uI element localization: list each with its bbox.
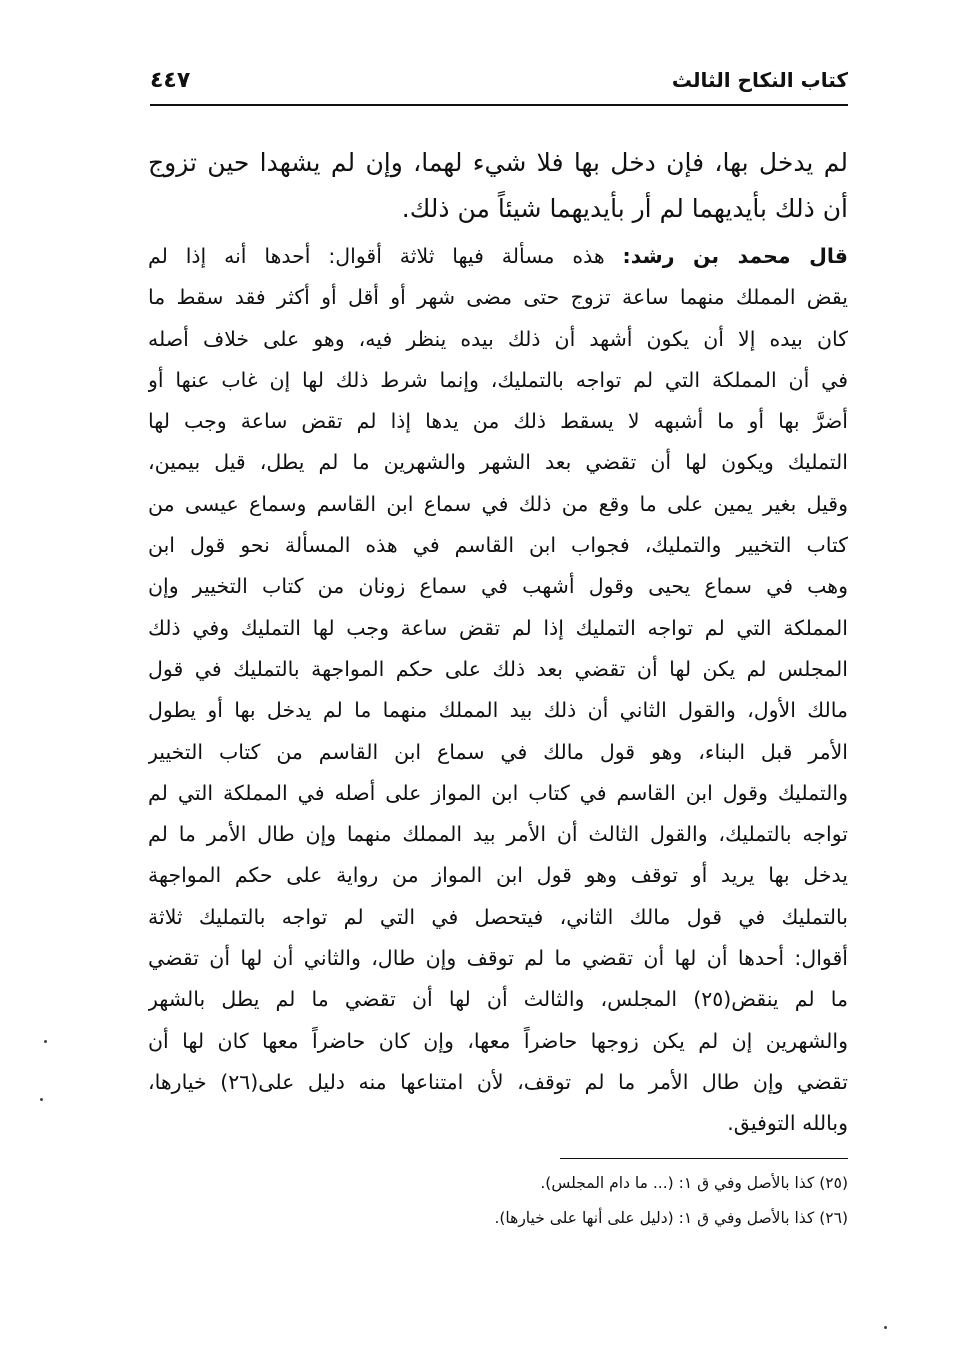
text-line: مالك الأول، والقول الثاني أن ذلك بيد المملك منهما ما لم يدخل بها أو يطول [148, 698, 848, 723]
text-line [148, 236, 848, 277]
paragraph-commentary [148, 236, 848, 1145]
text-line: لم يدخل بها، فإن دخل بها فلا شيء لهما، وإن لم يشهدا حين تزوج [148, 148, 848, 177]
footnotes [300, 1166, 848, 1236]
text-line: بالتمليك في قول مالك الثاني، فيتحصل في التي لم تواجه بالتمليك ثلاثة [148, 904, 848, 929]
footnote: (٢٦) كذا بالأصل وفي ق ١: (دليل على أنها على خيارها). [494, 1209, 848, 1227]
text-line: ما لم ينقض(٢٥) المجلس، والثالث أن لها أن تقضي ما لم يطل بالشهر [148, 987, 848, 1012]
text-line: تواجه بالتمليك، والقول الثالث أن الأمر بيد المملك منهما وإن طال الأمر ما لم [148, 822, 848, 847]
text-line: يقض المملك منهما ساعة تزوج حتى مضى شهر أو أقل أو أكثر فقد سقط ما [148, 285, 848, 310]
header-rule [150, 104, 848, 106]
page-number: ٤٤٧ [150, 68, 191, 93]
text-line: المملكة التي لم تواجه التمليك إذا لم تقض ساعة وجب لها التمليك وفي ذلك [148, 615, 848, 640]
text-line: وهب في سماع يحيى وقول أشهب في سماع زونان من كتاب التخيير وإن [148, 574, 848, 599]
scan-speck [40, 1098, 43, 1101]
text-line: أضرَّ بها أو ما أشبهه لا يسقط ذلك من يدها إذا لم تقض ساعة وجب لها [148, 409, 848, 434]
paragraph-opening [148, 140, 848, 232]
commentary-lead-rest: هذه مسألة فيها ثلاثة أقوال: أحدها أنه إذا لم [148, 244, 623, 268]
text-line: كتاب التخيير والتمليك، فجواب ابن القاسم في هذه المسألة نحو قول ابن [148, 533, 848, 558]
text-line: وقيل بغير يمين على ما وقع من ذلك في سماع ابن القاسم وسماع عيسى من [148, 491, 848, 516]
text-line: وبالله التوفيق. [727, 1111, 848, 1136]
text-line: أقوال: أحدها أن لها أن تقضي ما لم توقف وإن طال، والثاني أن لها أن تقضي [148, 946, 848, 971]
commentary-lead: قال محمد بن رشد: [622, 244, 848, 268]
running-title: كتاب النكاح الثالث [671, 68, 848, 92]
text-line: التمليك ويكون لها أن تقضي بعد الشهر والشهرين ما لم يطل، قيل بيمين، [148, 450, 848, 475]
text-line: الأمر قبل البناء، وهو قول مالك في سماع ابن القاسم من كتاب التخيير [148, 739, 848, 764]
text-line: تقضي وإن طال الأمر ما لم توقف، لأن امتناعها منه دليل على(٢٦) خيارها، [148, 1069, 848, 1094]
text-line: أن ذلك بأيديهما لم أر بأيديهما شيئاً من ذلك. [401, 194, 848, 223]
text-line: يدخل بها يريد أو توقف وهو قول ابن المواز من رواية على حكم المواجهة [148, 863, 848, 888]
footnote: (٢٥) كذا بالأصل وفي ق ١: (... ما دام المجلس). [540, 1174, 848, 1192]
text-line: كان بيده إلا أن يكون أشهد أن ذلك بيده ينظر فيه، وهو على خلاف أصله [148, 326, 848, 351]
text-line: في أن المملكة التي لم تواجه بالتمليك، وإنما شرط ذلك لها إن غاب عنها أو [148, 367, 848, 392]
scan-speck [884, 1326, 887, 1329]
footnote-rule [560, 1158, 848, 1159]
text-line: المجلس لم يكن لها أن تقضي بعد ذلك على حكم المواجهة بالتمليك في قول [148, 656, 848, 681]
text-line: والشهرين إن لم يكن زوجها حاضراً معها، وإن كان حاضراً معها كان لها أن [148, 1028, 848, 1053]
text-line: والتمليك وقول ابن القاسم في كتاب ابن المواز على أصله في المملكة التي لم [148, 780, 848, 805]
scan-speck [44, 1040, 47, 1043]
page-header [150, 68, 848, 102]
